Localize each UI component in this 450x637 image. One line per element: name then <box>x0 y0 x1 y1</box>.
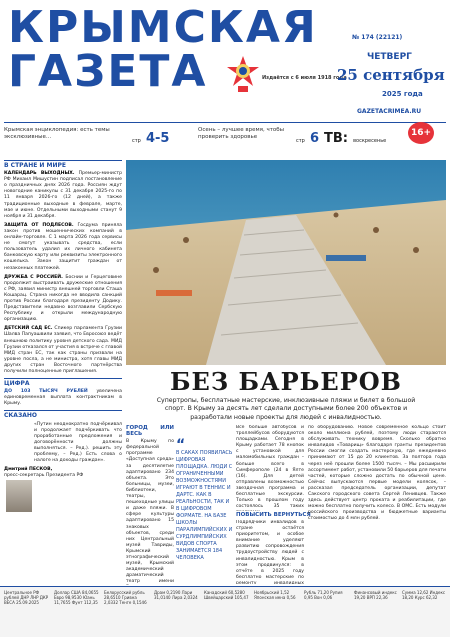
article-subhead: Супертропы, бесплатные мастерские, инклюзивные пляжи и билет в большой спорт. В Крыму за десять лет сделали доступными более 200 объектов и разработали новые проекты для людей с инвалидностью. <box>156 397 416 421</box>
beach-boardwalk-image <box>126 160 446 365</box>
title-line1: КРЫМСКАЯ <box>8 2 318 53</box>
news-item: ДРУЖБА С РОССИЕЙ. Боснии и Герцеговине продолжит выстраивать дружеские отношения с РФ, заявил министр внешней торговли Сташа Кошарац. Страна никогда не вводила санкций против России благодаря президенту Додику. Представители недавно возглавили Сербскую Республику и открыли международную организацию. <box>4 274 122 323</box>
footer-col: Рубль 71,20 Рупия 0,95 Вон 0,06 <box>304 590 343 600</box>
news-item: ДЕТСКИЙ САД ЕС. Спикер парламента Грузии Шалва Папуашвили заявил, что Евросоюз ведёт внешнюю политику уровня детского сада. МИД Грузии отказался от участия в встрече с главой МИД стран ЕС, так как страны призвали на уровне посла, а не министра, хотя главы МИД других стран Восточного партнёрства получили полноценные приглашения. <box>4 326 122 374</box>
teaser-2-page: стр 6 <box>296 131 319 146</box>
avatar <box>6 480 32 512</box>
news-item: ЗАЩИТА ОТ ПОДЛЕСОВ. Госдума приняла закон против мошеннических компаний в онлайн-торговле. С 1 марта 2026 года сервисы не смогут указывать средства, если пользователь удалил их личного кабинета банковскую карту или реквизиты электронного кошелька. Закон защитит граждан от незаконных платежей. <box>4 222 122 271</box>
issue-date: 25 сентября <box>337 66 445 84</box>
pull-quote: “ В САКАХ ПОЯВИЛАСЬ ЦИФРОВАЯ ПЛОЩАДКА. ЛЮДИ С ОГРАНИЧЕННЫМИ ВОЗМОЖНОСТЯМИ ИГРАЮТ В ТЕННИС И ДАРТС. КАК В РЕАЛЬНОСТИ, ТАК И В ЦИФРОВОМ ФОРМАТЕ. НА БАЗЕ ШКОЛЫ ПАРАЛИМПИЙСКИХ И СУРДЛИМПИЙСКИХ ВИДОВ СПОРТА ЗАНИМАЕТСЯ 184 ЧЕЛОВЕКА <box>176 437 233 561</box>
title-line2: ГАЗЕТА <box>8 46 208 97</box>
article-column-2: Всё больше автобусов и троллейбусов оборудуются площадками. Сегодня в Крыму работает 78 кнопок с установкой для маломобильных граждан – больше всего в Симферополе (24 в Ялте (16). Для детей отправлены возможностью звездочная программа и бесплатные экскурсии. Только в прошлом году состоялось 35 таких <box>236 425 304 510</box>
article-column-3: по оборудованию. Новое современное кольцо стоит около миллиона рублей, поэтому люди стараются обслуживать технику вовремя. Сколько обратно инвалидов «Товарищ» благодаря гранты президентов России смогли создать мастерскую, где ежедневно принимают от 15 до 20 клиентов. За полтора года через неё прошли более 1500 тысяч. – Мы расширили ассортимент работ, установили 50 барьеров для печати частей, которые сложно достать по обычной цене. Сейчас выпускаются первые модели колясок, – рассказал председатель организации, депутат Сакского городского совета Сергей Ленивцев. Также здесь действует центр проката и реабилитации, где можно бесплатно получить колесо. В ОМС. Есть модули российского производства и бюджетные варианты стоимостью до 4 млн рублей. <box>308 425 446 522</box>
teaser-1-page: стр 4-5 <box>132 131 170 146</box>
age-rating-badge: 16+ <box>408 122 434 144</box>
teaser-2-text[interactable]: Осень – лучшее время, чтобы проверить здоровье <box>198 127 285 140</box>
subsection-heading: ПОВЫСИТЬ ВЕРНУТЬСЯ <box>236 512 311 518</box>
day-of-week: ЧЕТВЕРГ <box>367 52 412 62</box>
footer-col: Доллар США 84,0655 Евро 98,9530 Юань 11,7655 Фунт 112,35 <box>54 590 99 605</box>
article-column-2b: Подрядчики инвалидов в стране остаётся приоритетом, и особое внимание уделяют развитию сопровождения трудоустройству людей с инвалидностью. Крым в этом продвинулся: в отчёте в 2025 году бесплатно мастерские по ремонту инвалидных <box>236 520 304 584</box>
article-column-1: ГОРОД ИЛИ ВЕСЬ В Крыму по федеральной программе «Доступная среда» за десятилетие адаптировано 234 объекта. Это больницы, музеи, библиотеки, театры, пешеходные улицы и даже пляжи. В сфере культуры адаптировано 15 знаковых объектов, среди них Центральный музей Тавриды, Крымский этнографический музей, Крымский академический драматический театр имени <box>126 425 174 585</box>
site-link[interactable]: GAZETACRIMEA.RU <box>357 108 422 115</box>
order-emblem-icon <box>226 54 260 94</box>
footer-col: Ноябрьский 1,52 Японская иена 0,56 <box>254 590 296 600</box>
beach-photo <box>126 160 446 365</box>
exchange-rates-footer <box>0 586 450 637</box>
quote-text: «Путин неоднократно подчёркивал и продолжает подчёркивать что проработанные предложения и договорённости должны выполняться. – Ред.). решить эту проблему, – Ред.) Есть слова о налоге на доходы граждан». <box>34 421 122 464</box>
footer-col: Драм 0,2190 Лари 31,0140 Лира 2,0324 <box>154 590 198 600</box>
news-item: КАЛЕНДАРЬ ВЫХОДНЫХ. Премьер-министр РФ Михаил Мишустин подписал постановление о праздничных днях 2026 года. Россиян ждут новогодние каникулы с 31 декабря 2025-го по 11 января 2026-го (12 дней), а также традиционные выходные в феврале, марте, мае и июне. Отдельными выходными станут 9 ноября и 31 декабря. <box>4 171 122 219</box>
footer-col: Белорусский рубль 28,6510 Гривна 2,0332 Тенге 0,1546 <box>104 590 147 605</box>
quote-author: Дмитрий ПЕСКОВ, пресс-секретарь Президента РФ <box>4 467 84 479</box>
issue-year: 2025 года <box>382 90 423 98</box>
news-column <box>4 160 122 600</box>
masthead <box>4 4 446 122</box>
teaser-bar <box>4 127 446 157</box>
section-heading: ЦИФРА <box>4 378 122 387</box>
section-heading: СКАЗАНО <box>4 410 122 419</box>
figure-item: ДО 103 ТЫСЯЧ РУБЛЕЙ увеличена единовременная выплата контрактникам в Крыму. <box>4 389 122 407</box>
article-headline: БЕЗ БАРЬЕРОВ <box>170 367 402 396</box>
header-rule <box>4 122 446 123</box>
teaser-3-page[interactable]: ТВ: воскресенье <box>324 131 387 146</box>
footer-col: Сумма 12,62 Индекс 18,20 Курс 62,32 <box>402 590 446 600</box>
since-text: Издаётся с 6 июля 1918 года <box>262 75 347 81</box>
issue-number: № 174 (22121) <box>352 34 403 41</box>
section-heading: В СТРАНЕ И МИРЕ <box>4 160 122 169</box>
footer-col: Канадский 60,5280 Швейцарский 105,47 <box>204 590 249 600</box>
footer-col: Финансовый индекс 19,20 ВРП 22,36 <box>354 590 397 600</box>
teaser-1-text[interactable]: Крымская энциклопедия: есть темы эксклюзивные… <box>4 127 110 140</box>
footer-col: Центральное РФ рублей ДНР ЛНР ДКР ВЕСА 25.09.2025 <box>4 590 49 605</box>
